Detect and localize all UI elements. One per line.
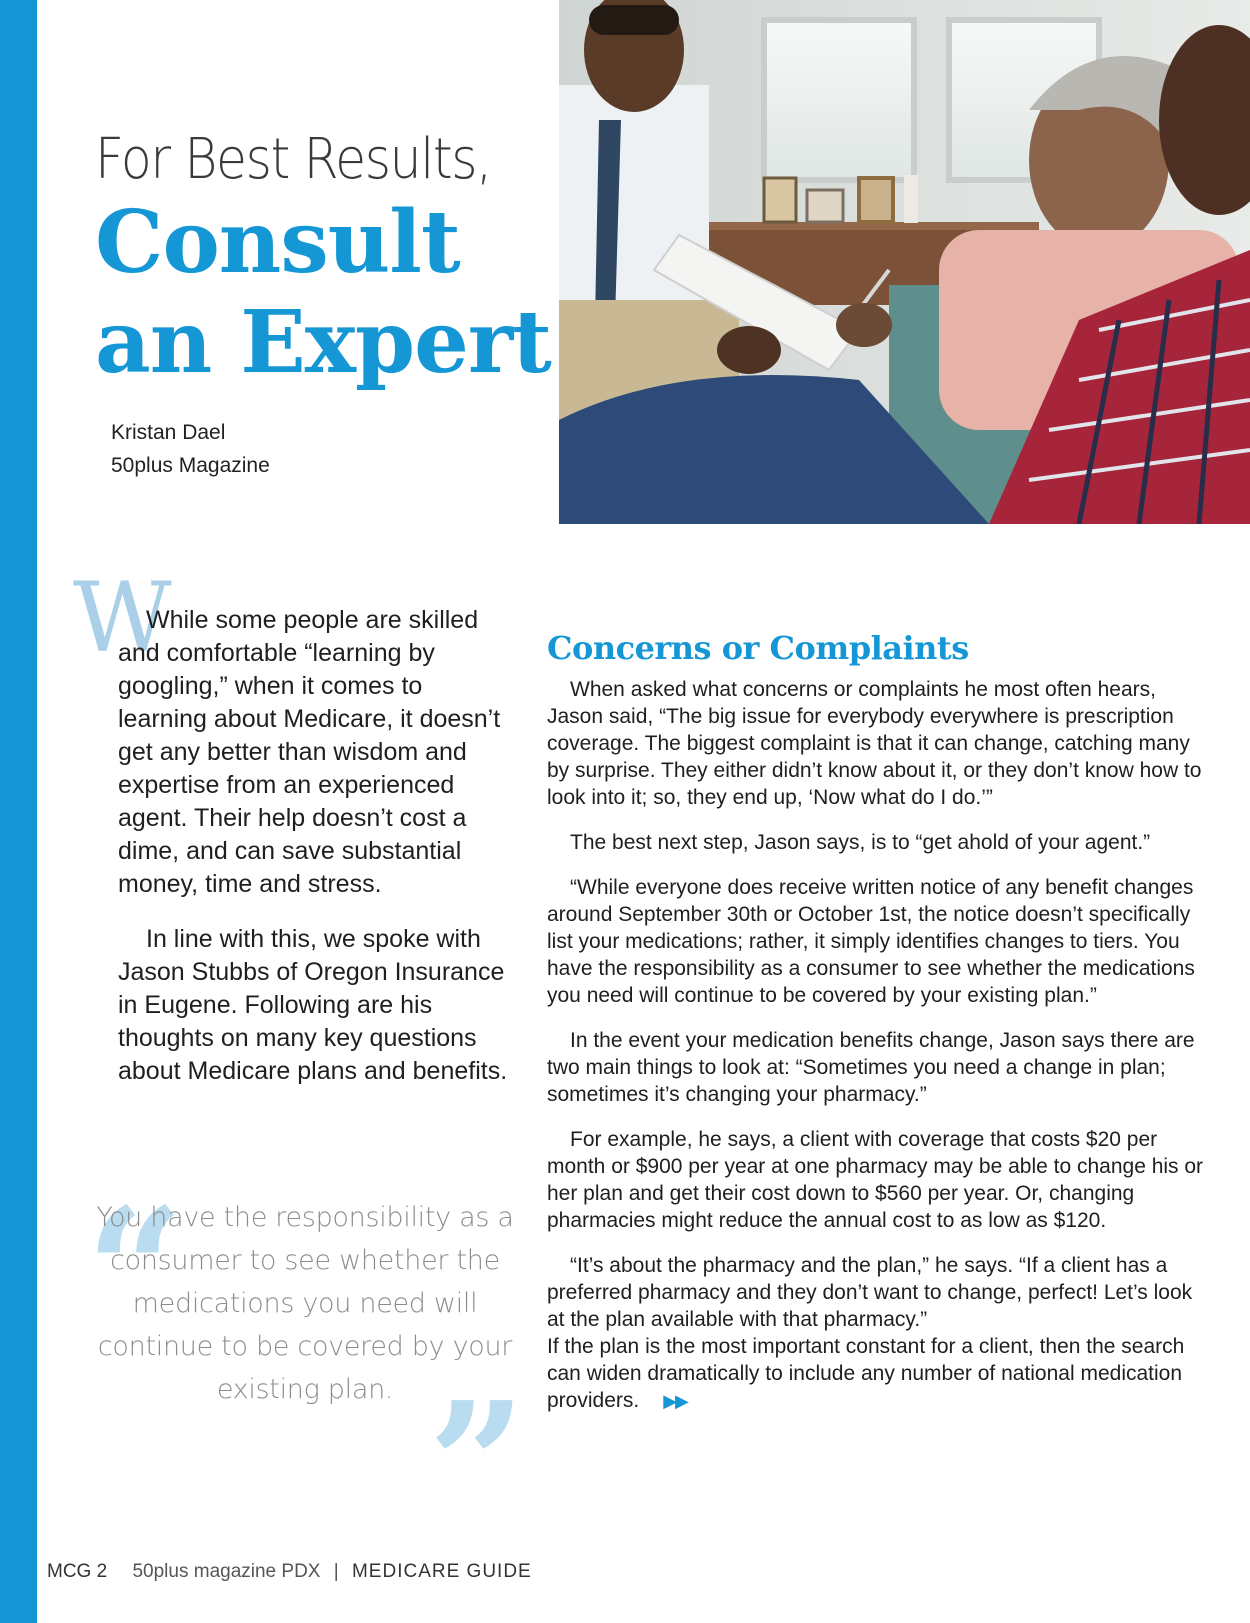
title-line-1: For Best Results, xyxy=(95,127,491,192)
pull-quote xyxy=(90,1196,520,1411)
left-column xyxy=(118,604,508,1110)
footer-separator: | xyxy=(333,1561,339,1582)
last-paragraph-text: If the plan is the most important constant for a client, then the search can widen dramatically to include any number of national medication providers. xyxy=(547,1335,1185,1412)
paragraph: For example, he says, a client with coverage that costs $20 per month or $900 per year at one pharmacy may be able to change his or her plan and get their cost down to $560 per year. Or, changing pharmacies might reduce the annual cost to as low as $120. xyxy=(547,1128,1204,1232)
page-number: MCG 2 xyxy=(47,1561,108,1582)
footer-magazine: 50plus magazine PDX xyxy=(132,1561,321,1582)
close-quote-icon: ” xyxy=(428,1380,526,1485)
title-line-2: Consult xyxy=(95,192,460,293)
second-paragraph: In line with this, we spoke with Jason Stubbs of Oregon Insurance in Eugene. Following are his thoughts on many key questions about Medicare plans and benefits. xyxy=(118,925,508,1085)
byline xyxy=(111,416,270,482)
hero-photo xyxy=(559,0,1250,524)
section-heading: Concerns or Complaints xyxy=(547,629,969,667)
paragraph: “While everyone does receive written notice of any benefit changes around September 30th or October 1st, the notice doesn’t specifically list your medications; rather, it simply identifies changes to tiers. You have the responsibility as a consumer to see whether the medications you need will continue to be covered by your existing plan.” xyxy=(547,876,1195,1007)
intro-paragraph: While some people are skilled and comfortable “learning by googling,” when it comes to learning about Medicare, it doesn’t get any better than wisdom and expertise from an experienced agent. Their help doesn’t cost a dime, and can save substantial money, time and stress. xyxy=(118,606,501,898)
pull-quote-text: You have the responsibility as a consumer to see whether the medications you need will continue to be covered by your existing plan. xyxy=(96,1202,514,1405)
open-quote-icon: “ xyxy=(86,1186,184,1296)
continue-arrow-icon: ▶▶ xyxy=(663,1391,687,1411)
right-column xyxy=(547,628,1215,1433)
paragraph: When asked what concerns or complaints he most often hears, Jason said, “The big issue for everybody everywhere is prescription coverage. The biggest complaint is that it can change, catching many by surprise. They either didn’t know about it, or they don’t know how to look into it; so, they end up, ‘Now what do I do.’” xyxy=(547,678,1202,809)
author-name: Kristan Dael xyxy=(111,421,226,444)
publication-name: 50plus Magazine xyxy=(111,454,270,477)
accent-side-bar xyxy=(0,0,37,1623)
page-footer xyxy=(47,1561,532,1583)
paragraph: In the event your medication benefits change, Jason says there are two main things to look at: “Sometimes you need a change in plan; sometimes it’s changing your pharmacy.” xyxy=(547,1029,1195,1106)
paragraph: The best next step, Jason says, is to “get ahold of your agent.” xyxy=(570,831,1151,854)
photo-couple-with-agent-icon xyxy=(559,0,1250,524)
footer-section: MEDICARE GUIDE xyxy=(351,1561,532,1582)
drop-cap-letter: W xyxy=(73,562,172,674)
last-paragraph xyxy=(547,1333,1215,1415)
paragraph: “It’s about the pharmacy and the plan,” he says. “If a client has a preferred pharmacy and they don’t want to change, perfect! Let’s look at the plan available with that pharmacy.” xyxy=(547,1254,1193,1331)
title-line-3: an Expert xyxy=(95,292,551,393)
article-title xyxy=(95,127,551,394)
